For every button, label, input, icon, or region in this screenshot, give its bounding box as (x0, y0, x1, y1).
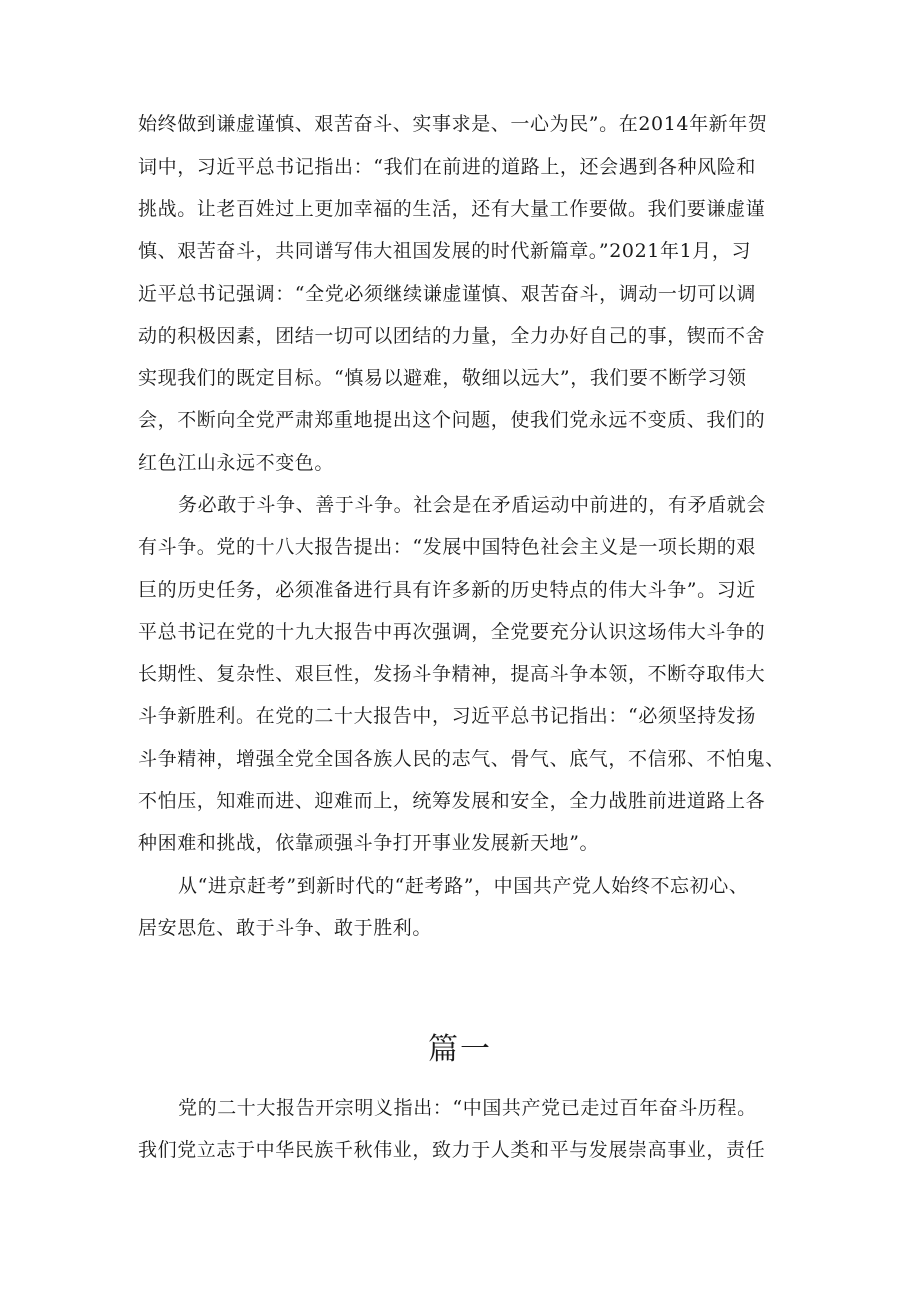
paragraph-line: 从“进京赶考”到新时代的“赶考路”，中国共产党人始终不忘初心、 (178, 875, 749, 897)
paragraph-line: 红色江山永远不变色。 (138, 452, 335, 474)
paragraph-line: 实现我们的既定目标。“慎易以避难，敬细以远大”，我们要不断学习领 (138, 367, 747, 389)
paragraph-line: 务必敢于斗争、善于斗争。社会是在矛盾运动中前进的，有矛盾就会 (178, 494, 767, 516)
paragraph-line: 词中，习近平总书记指出：“我们在前进的道路上，还会遇到各种风险和 (138, 156, 756, 178)
paragraph-line: 斗争新胜利。在党的二十大报告中，习近平总书记指出：“必须坚持发扬 (138, 705, 756, 727)
section-heading: 篇一 (428, 1032, 492, 1067)
paragraph-line: 巨的历史任务，必须准备进行具有许多新的历史特点的伟大斗争”。习近 (138, 579, 756, 601)
paragraph-line: 近平总书记强调：“全党必须继续谦虚谨慎、艰苦奋斗，调动一切可以调 (138, 283, 756, 305)
paragraph-line: 不怕压，知难而进、迎难而上，统筹发展和安全，全力战胜前进道路上各 (138, 790, 766, 812)
paragraph-line: 党的二十大报告开宗明义指出：“中国共产党已走过百年奋斗历程。 (178, 1097, 757, 1119)
paragraph-line: 斗争精神，增强全党全国各族人民的志气、骨气、底气，不信邪、不怕鬼、 (138, 748, 785, 770)
paragraph-line: 居安思危、敢于斗争、敢于胜利。 (138, 917, 433, 939)
paragraph-line: 慎、艰苦奋斗，共同谱写伟大祖国发展的时代新篇章。”2021年1月，习 (138, 240, 752, 262)
paragraph-line: 始终做到谦虚谨慎、艰苦奋斗、实事求是、一心为民”。在2014年新年贺 (138, 113, 768, 135)
paragraph-line: 会，不断向全党严肃郑重地提出这个问题，使我们党永远不变质、我们的 (138, 409, 766, 431)
paragraph-line: 挑战。让老百姓过上更加幸福的生活，还有大量工作要做。我们要谦虚谨 (138, 198, 766, 220)
paragraph-line: 有斗争。党的十八大报告提出：“发展中国特色社会主义是一项长期的艰 (138, 536, 756, 558)
paragraph-line: 平总书记在党的十九大报告中再次强调，全党要充分认识这场伟大斗争的 (138, 621, 766, 643)
paragraph-line: 动的积极因素，团结一切可以团结的力量，全力办好自己的事，锲而不舍 (138, 325, 766, 347)
paragraph-line: 我们党立志于中华民族千秋伟业，致力于人类和平与发展崇高事业，责任 (138, 1139, 766, 1161)
paragraph-line: 种困难和挑战，依靠顽强斗争打开事业发展新天地”。 (138, 832, 600, 854)
paragraph-line: 长期性、复杂性、艰巨性，发扬斗争精神，提高斗争本领，不断夺取伟大 (138, 663, 766, 685)
